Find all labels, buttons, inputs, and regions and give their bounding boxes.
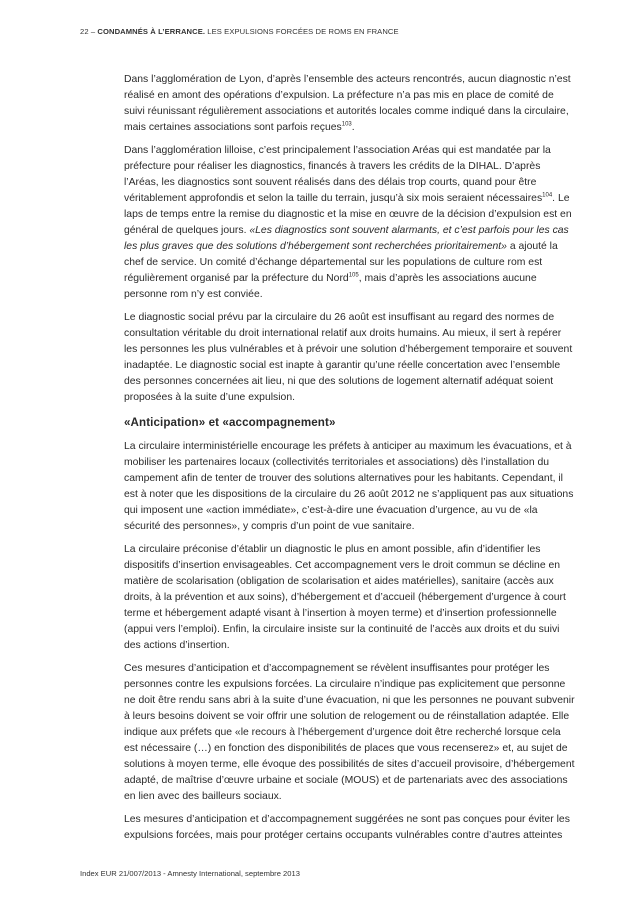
paragraph-lille-text-c: a ajouté la chef de service. Un comité d’échange départemental sur les populations de culture rom est régulièrement organisé par la préfecture du Nord [124,241,558,284]
running-header [80,27,399,36]
paragraph-diagnostic: Le diagnostic social prévu par la circulaire du 26 août est insuffisant au regard des normes de consultation véritable du droit international relatif aux droits humains. Au mieux, il sert à repérer les personnes les plus vulnérables et à prévoir une solution d’hébergement temporaire et souvent inadaptée. Le diagnostic social est inapte à garantir qu’une réelle concertation avec l’ensemble des personnes concernées ait lieu, ni que des solutions de logement alternatif adéquat soient proposées à la suite d’une expulsion. [124,312,573,403]
main-text [124,72,576,851]
footnote-ref-104[interactable]: 104 [542,192,553,199]
paragraph-lille-text-b: . Le laps de temps entre la remise du diagnostic et la mise en œuvre de la décision d’expulsion est en général de quelques jours. [124,193,572,236]
paragraph-lille-text-d: , mais d’après les associations aucune personne rom n’y est conviée. [124,273,537,300]
page-footer: Index EUR 21/007/2013 - Amnesty International, septembre 2013 [80,869,300,878]
footnote-ref-103[interactable]: 103 [341,121,352,128]
header-separator: – [88,27,98,36]
quote-service-chief: «Les diagnostics sont souvent alarmants, et c’est parfois pour les cas les plus graves que des solutions d’hébergement sont recherchées prioritairement» [124,225,569,252]
section-heading: «Anticipation» et «accompagnement» [124,416,336,429]
report-title: CONDAMNÉS À L’ERRANCE. [97,27,206,36]
paragraph-conclusion: Les mesures d’anticipation et d’accompagnement suggérées ne sont pas conçues pour éviter les expulsions forcées, mais pour protéger certains occupants vulnérables contre d’autres atteintes [124,814,570,841]
paragraph-preconise: La circulaire préconise d’établir un diagnostic le plus en amont possible, afin d’identifier les dispositifs d’insertion envisageables. Cet accompagnement vers le droit commun se décline en matière de scolarisation (obligation de scolarisation et aides matérielles), sanitaire (accès aux droits, à la prévention et aux soins), d’hébergement et d’accueil (hébergement d’urgence à court terme et hébergement adapté visant à l’insertion à moyen terme) et d’insertion professionnelle (appui vers l’emploi). Enfin, la circulaire insiste sur la continuité de l’accès aux droits et du suivi des actions d’insertion. [124,544,566,651]
report-subtitle: LES EXPULSIONS FORCÉES DE ROMS EN FRANCE [205,27,399,36]
paragraph-lyon [124,72,576,136]
paragraph-lille-text-a: Dans l’agglomération lilloise, c’est principalement l’association Aréas qui est mandatée par la préfecture pour réaliser les diagnostics, financés à travers les crédits de la DIHAL. D’après l’Aréas, les diagnostics sont souvent réalisés dans des délais trop courts, quand pour être véritablement approfondis et selon la taille du terrain, jusqu’à six mois seraient nécessaires [124,145,551,204]
paragraph-circulaire: La circulaire interministérielle encourage les préfets à anticiper au maximum les évacuations, et à mobiliser les partenaires locaux (collectivités territoriales et associations) dès l’installation du campement afin de tenter de trouver des solutions alternatives pour les habitants. Cependant, il est à noter que les dispositions de la circulaire du 26 août 2012 ne s’appliquent pas aux situations qui imposent une «action immédiate», c’est-à-dire une évacuation d’urgence, au vu de «la sécurité des personnes», y compris d’un point de vue sanitaire. [124,441,574,532]
paragraph-mesures: Ces mesures d’anticipation et d’accompagnement se révèlent insuffisantes pour protéger les personnes contre les expulsions forcées. La circulaire n’indique pas explicitement que personne ne doit être rendu sans abri à la suite d’une évacuation, ni que les personnes ne pouvant subvenir à leurs besoins doivent se voir offrir une solution de relogement ou de réinstallation adaptée. Elle indique aux préfets que «le recours à l’hébergement d’urgence doit être recherché lorsque cela est nécessaire (…) en fonction des disponibilités de places que vous recenserez» et, au sujet de solutions à moyen terme, elle évoque des possibilités de sites d’accueil provisoire, d’hébergement adapté, de maîtrise d’œuvre urbaine et sociale (MOUS) et de partenariats avec des associations en lien avec des bailleurs sociaux. [124,663,575,802]
paragraph-lyon-end: . [351,122,355,133]
footnote-ref-105[interactable]: 105 [348,272,359,279]
paragraph-lille [124,143,576,303]
page-number: 22 [80,27,89,36]
paragraph-lyon-text: Dans l’agglomération de Lyon, d’après l’ensemble des acteurs rencontrés, aucun diagnostic n’est réalisé en amont des opérations d’expulsion. La préfecture n’a pas mis en place de comité de suivi réunissant régulièrement associations et autorités locales comme indiqué dans la circulaire, mais certaines associations sont parfois reçues [124,74,571,133]
